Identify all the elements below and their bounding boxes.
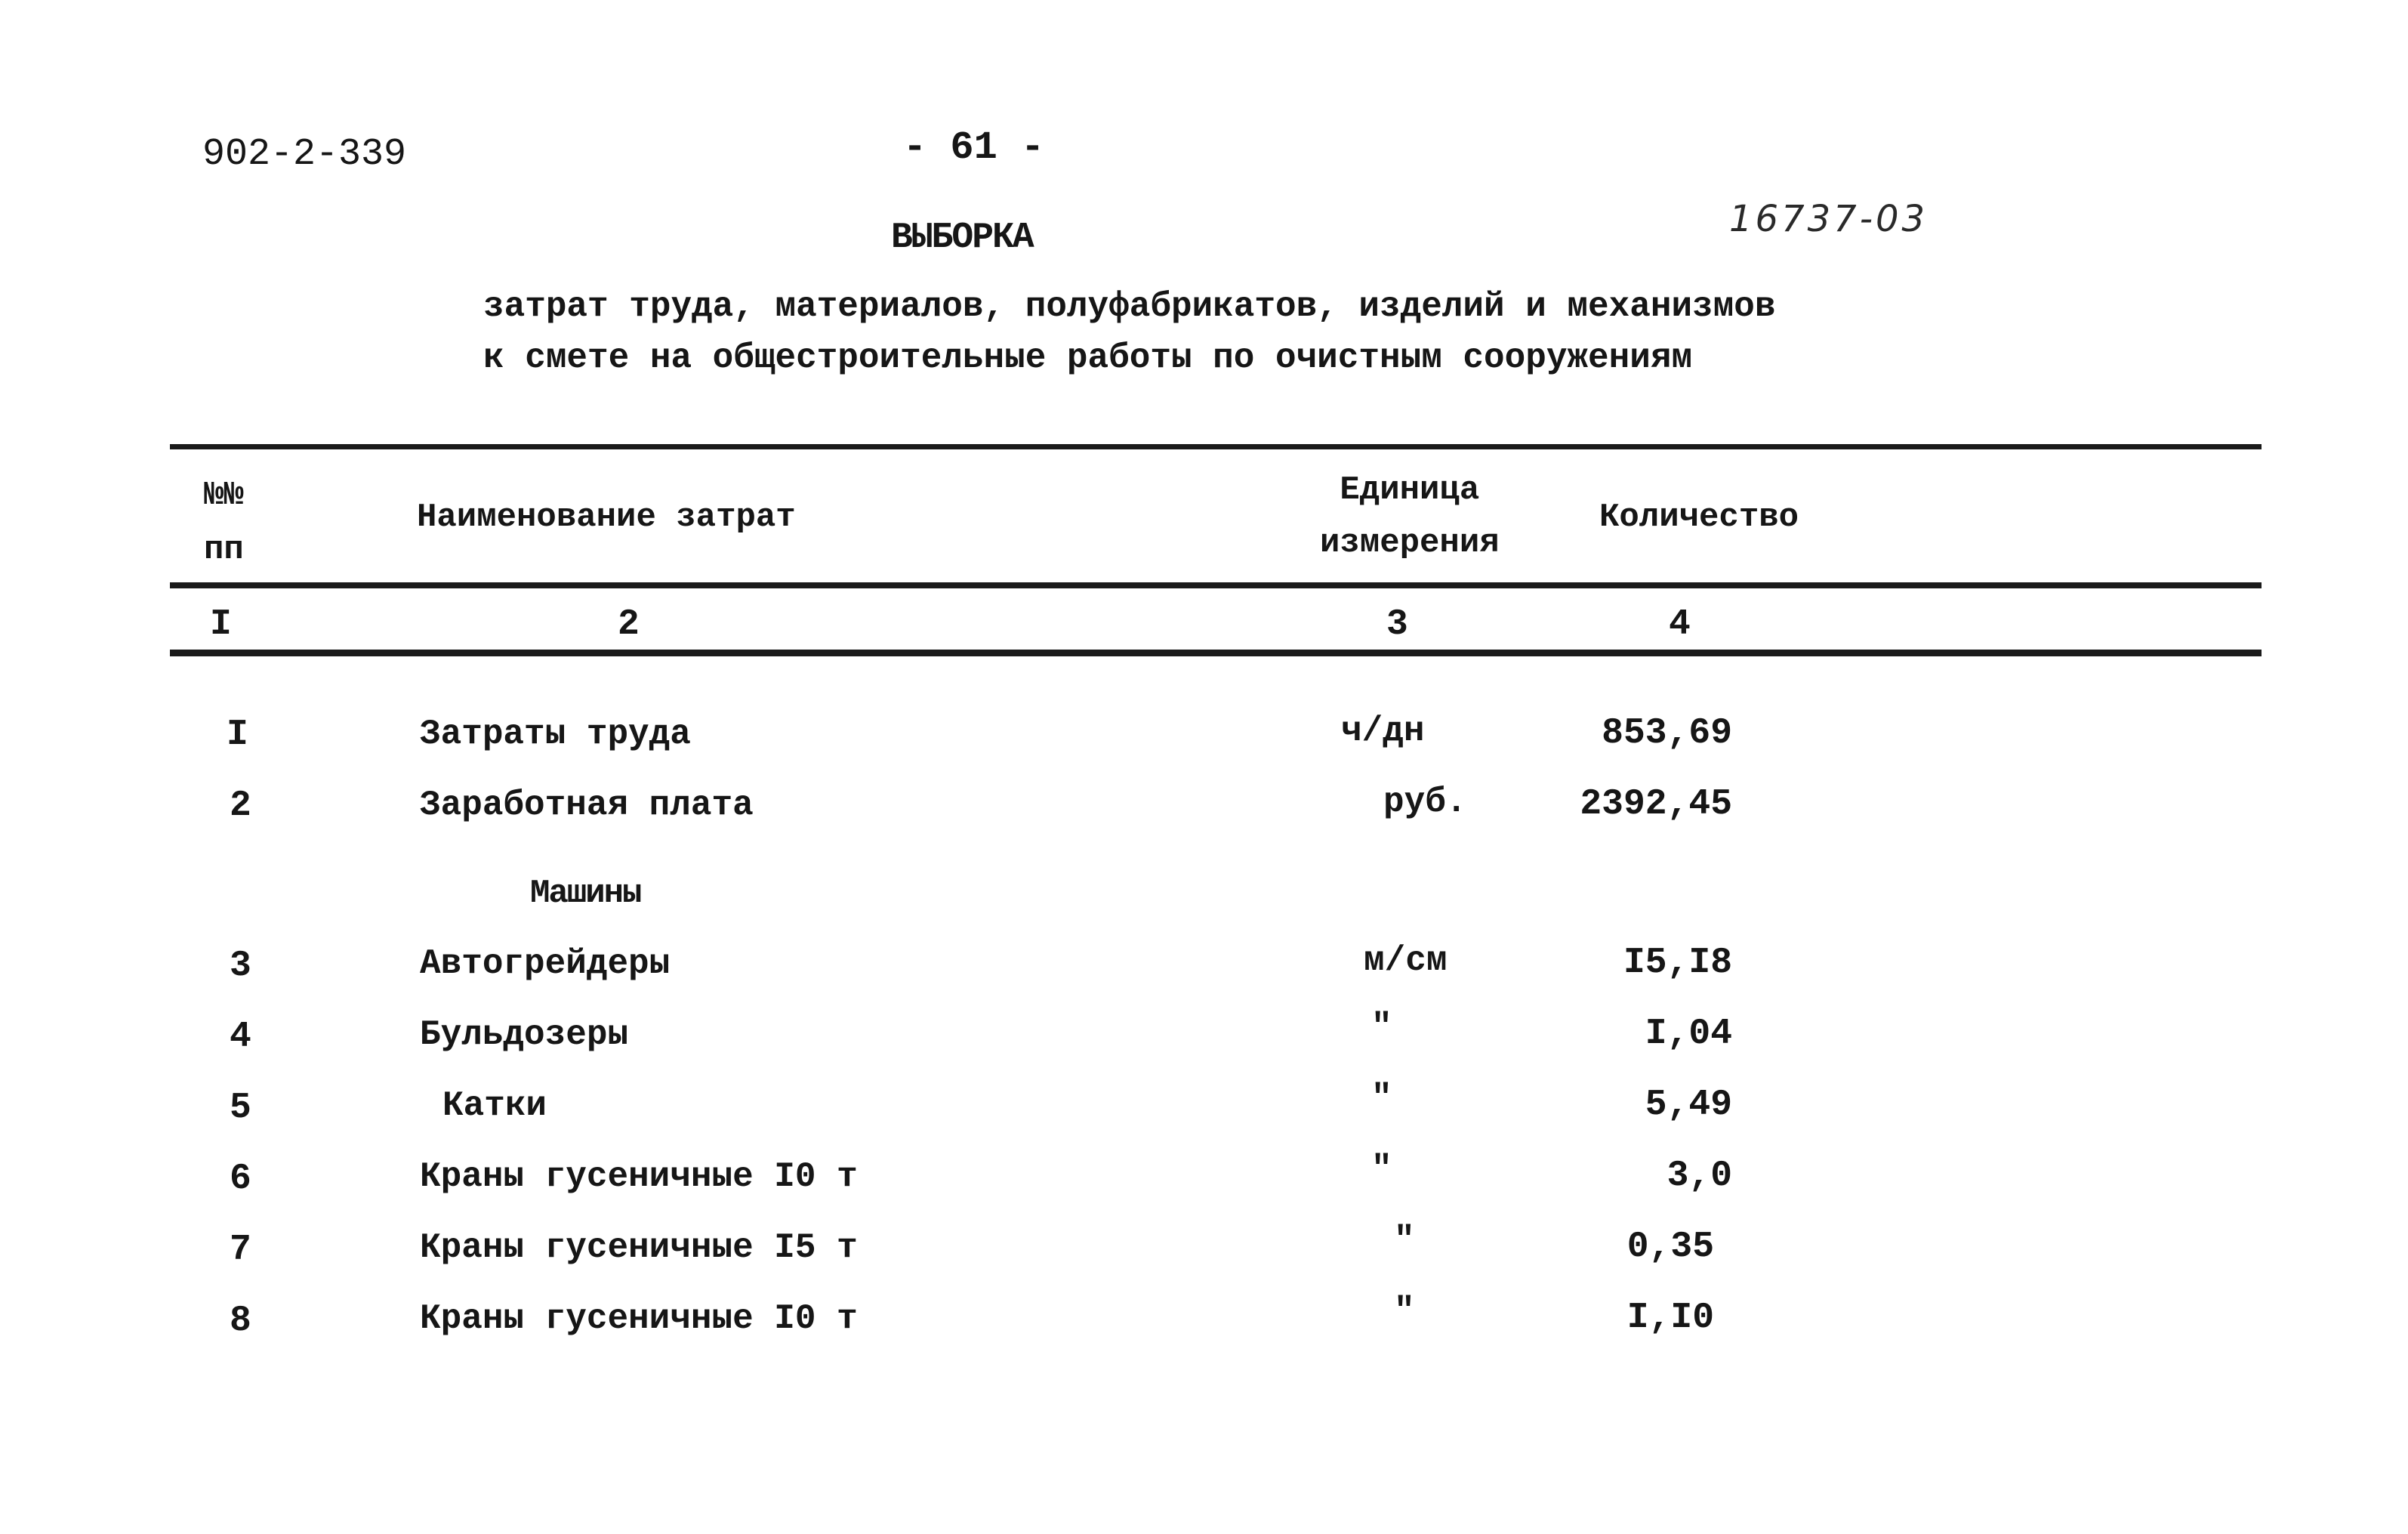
row-number: 3 bbox=[230, 946, 251, 986]
document-code: 902-2-339 bbox=[202, 133, 407, 176]
page-number: - 61 - bbox=[903, 125, 1045, 170]
row-name: Краны гусеничные I0 т bbox=[420, 1157, 858, 1196]
row-unit: " bbox=[1394, 1292, 1415, 1331]
row-number: 2 bbox=[230, 786, 251, 826]
row-unit: " bbox=[1371, 1079, 1392, 1118]
header-num-line-1: №№ bbox=[204, 477, 244, 514]
row-unit: м/см bbox=[1364, 941, 1448, 980]
row-unit: " bbox=[1371, 1150, 1392, 1189]
row-quantity: 853,69 bbox=[1602, 713, 1732, 754]
row-quantity: I,04 bbox=[1645, 1014, 1732, 1054]
column-number-3: 3 bbox=[1386, 604, 1408, 645]
row-quantity: I,I0 bbox=[1626, 1298, 1714, 1338]
table-header-rule bbox=[170, 582, 2262, 588]
table-colnum-rule bbox=[170, 650, 2262, 656]
header-unit-line-1: Единица bbox=[1340, 471, 1480, 509]
row-name: Катки bbox=[442, 1086, 547, 1125]
row-name: Краны гусеничные I5 т bbox=[420, 1228, 858, 1267]
row-quantity: 5,49 bbox=[1645, 1085, 1732, 1125]
row-quantity: 2392,45 bbox=[1580, 784, 1732, 825]
document-title: ВЫБОРКА bbox=[891, 218, 1033, 258]
row-name: Затраты труда bbox=[420, 715, 691, 754]
header-name-column: Наименование затрат bbox=[417, 498, 796, 536]
subtitle-line-1: затрат труда, материалов, полуфабрикатов, изделий и механизмов bbox=[483, 287, 1776, 326]
row-name: Автогрейдеры bbox=[420, 944, 671, 983]
row-unit: " bbox=[1394, 1221, 1415, 1260]
header-qty-column: Количество bbox=[1599, 498, 1799, 536]
header-unit-column bbox=[1320, 464, 1500, 569]
row-number: 8 bbox=[230, 1301, 251, 1341]
header-num-line-2: пп bbox=[204, 531, 244, 569]
handwritten-stamp: 16737-03 bbox=[1729, 198, 1929, 240]
column-number-2: 2 bbox=[618, 604, 640, 645]
row-number: 6 bbox=[230, 1159, 251, 1199]
column-number-1: I bbox=[210, 604, 232, 645]
row-quantity: 3,0 bbox=[1666, 1156, 1732, 1196]
column-number-4: 4 bbox=[1669, 604, 1691, 645]
table-top-rule bbox=[170, 444, 2262, 449]
header-unit-line-2: измерения bbox=[1320, 524, 1500, 562]
row-number: 4 bbox=[230, 1017, 251, 1057]
header-num-column bbox=[204, 468, 244, 577]
section-label-machines: Машины bbox=[530, 875, 641, 912]
row-number: 7 bbox=[230, 1230, 251, 1270]
row-name: Бульдозеры bbox=[420, 1015, 629, 1054]
subtitle-line-2: к смете на общестроительные работы по очистным сооружениям bbox=[483, 338, 1693, 378]
row-number: 5 bbox=[230, 1088, 251, 1128]
row-unit: руб. bbox=[1383, 782, 1467, 822]
row-quantity: I5,I8 bbox=[1623, 943, 1732, 983]
row-name: Заработная плата bbox=[420, 786, 754, 825]
row-unit: " bbox=[1371, 1008, 1392, 1047]
row-quantity: 0,35 bbox=[1626, 1227, 1714, 1267]
row-unit: ч/дн bbox=[1341, 711, 1425, 751]
row-number: I bbox=[227, 715, 248, 755]
row-name: Краны гусеничные I0 т bbox=[420, 1299, 858, 1338]
